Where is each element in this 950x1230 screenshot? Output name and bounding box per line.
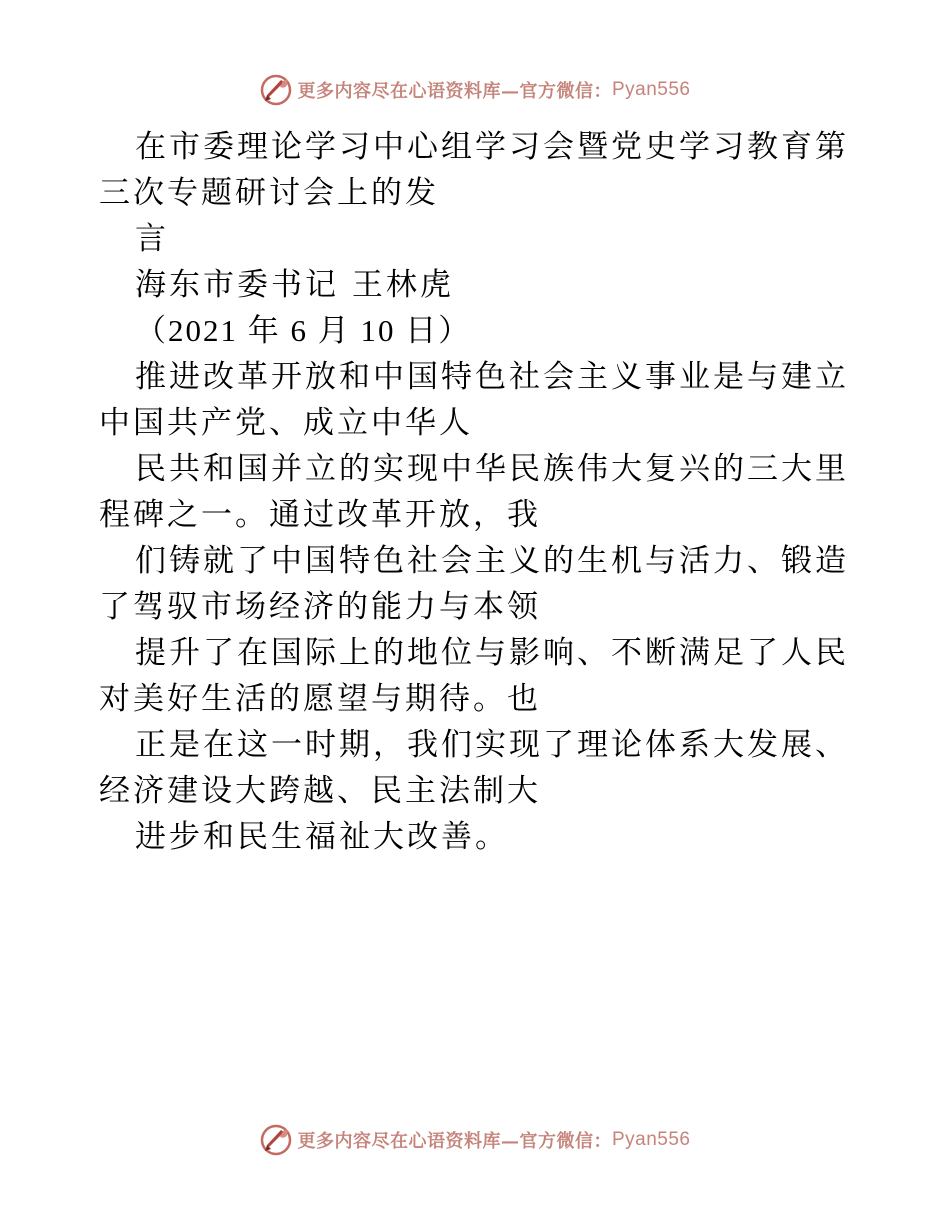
- watermark-text: 更多内容尽在心语资料库—官方微信：: [297, 81, 612, 102]
- watermark-text: 更多内容尽在心语资料库—官方微信：: [297, 1131, 612, 1152]
- watermark-account: Pyan556: [611, 79, 691, 100]
- paragraph-line: 推进改革开放和中国特色社会主义事业是与建立: [135, 359, 849, 395]
- quill-logo-icon: [259, 1123, 293, 1157]
- paragraph-line: 经济建设大跨越、民主法制大: [99, 773, 541, 809]
- watermark-banner-top: [0, 70, 950, 110]
- paragraph-line: 进步和民生福祉大改善。: [135, 819, 509, 855]
- paragraph-line: 正是在这一时期，我们实现了理论体系大发展、: [135, 727, 849, 763]
- paragraph-line: 民共和国并立的实现中华民族伟大复兴的三大里: [135, 451, 849, 487]
- date-line: （2021 年 6 月 10 日）: [135, 313, 472, 348]
- paragraph-line: 程碑之一。通过改革开放，我: [99, 497, 541, 533]
- title-line-3: 言: [135, 221, 169, 257]
- title-line-2: 三次专题研讨会上的发: [99, 175, 439, 211]
- paragraph-line: 中国共产党、成立中华人: [99, 405, 473, 441]
- paragraph-line: 了驾驭市场经济的能力与本领: [99, 589, 541, 625]
- paragraph-line: 们铸就了中国特色社会主义的生机与活力、锻造: [135, 543, 849, 579]
- paragraph-line: 提升了在国际上的地位与影响、不断满足了人民: [135, 635, 849, 671]
- watermark-banner-bottom: [0, 1120, 950, 1160]
- title-line-1: 在市委理论学习中心组学习会暨党史学习教育第: [135, 129, 849, 165]
- watermark-account: Pyan556: [611, 1129, 691, 1150]
- paragraph-line: 对美好生活的愿望与期待。也: [99, 681, 541, 717]
- quill-logo-icon: [259, 73, 293, 107]
- document-body: [99, 124, 859, 860]
- author-line: 海东市委书记 王林虎: [135, 267, 454, 303]
